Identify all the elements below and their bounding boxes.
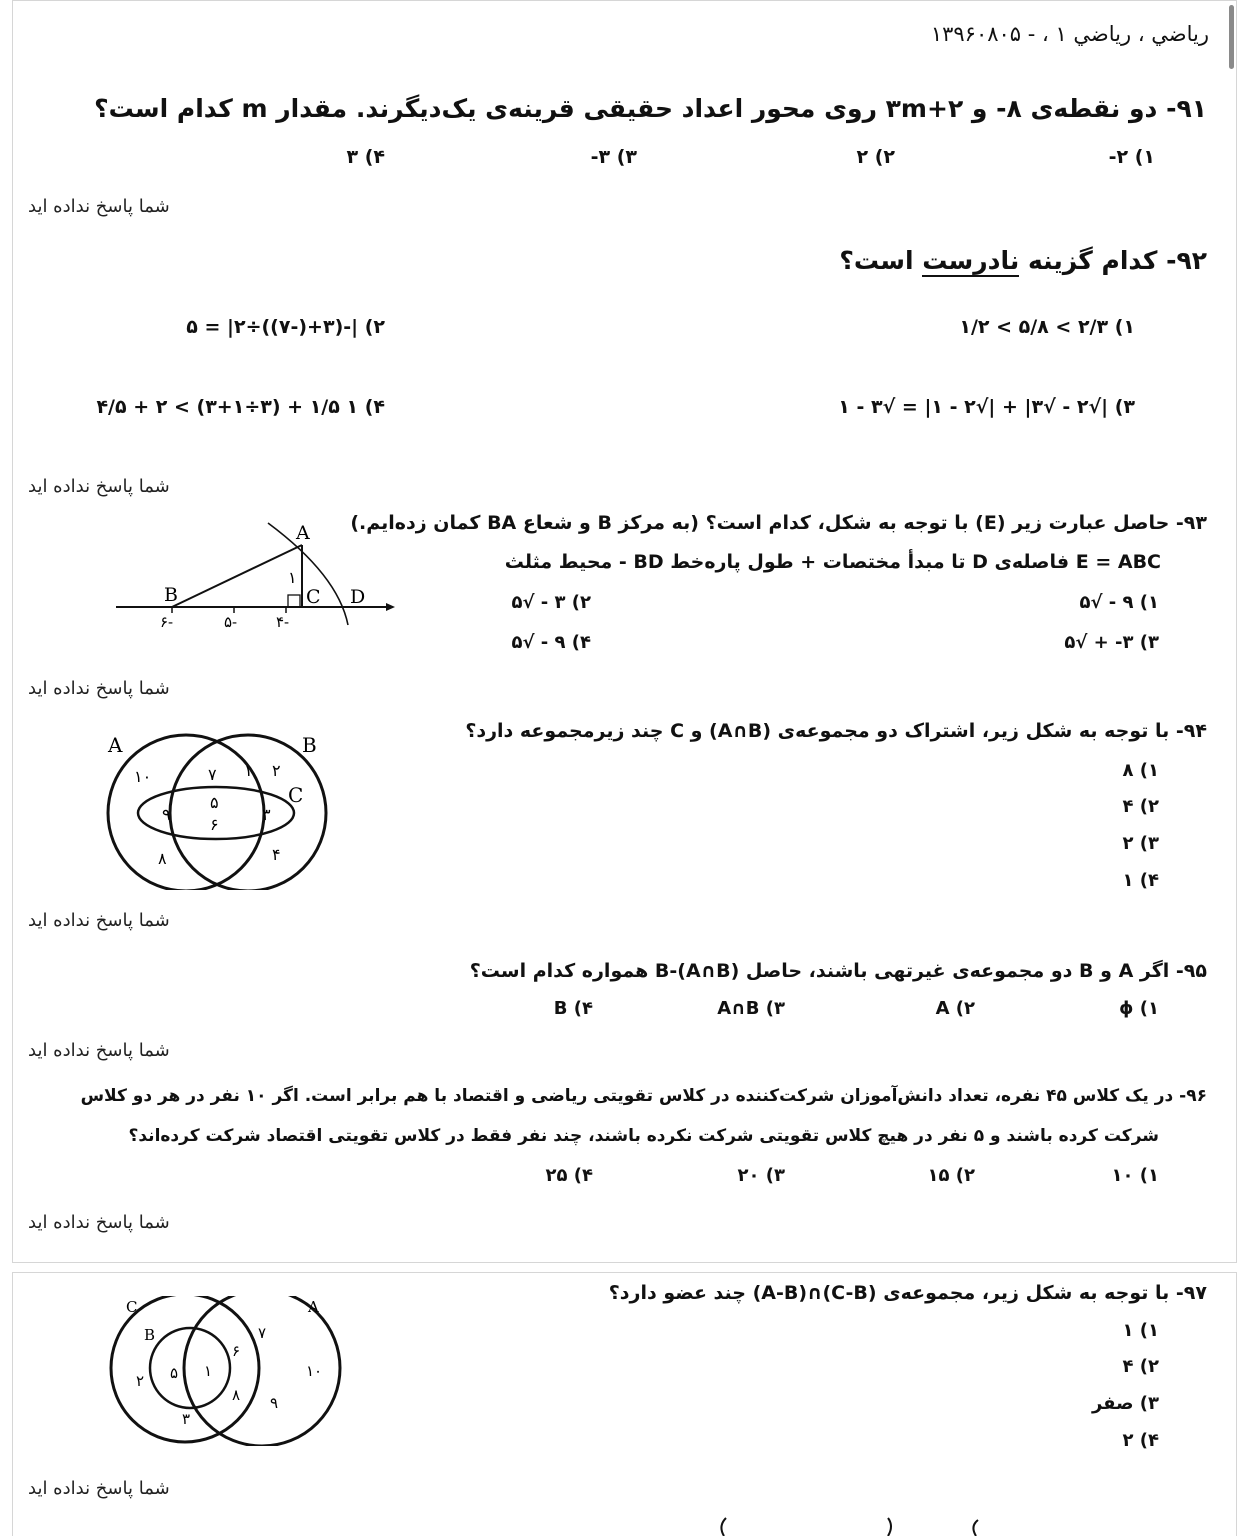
q96-option-4[interactable]: ۴) ۲۵ xyxy=(545,1165,593,1186)
q94-text: ۹۴- با توجه به شکل زیر، اشتراک دو مجموعه‌ی (A∩B) و C چند زیرمجموعه دارد؟ xyxy=(465,720,1207,742)
q96-option-1[interactable]: ۱) ۱۰ xyxy=(1111,1165,1159,1186)
region-value: ۱۰ xyxy=(306,1362,323,1380)
no-answer-note: شما پاسخ نداده اید xyxy=(28,678,170,699)
q94-option-1[interactable]: ۱) ۸ xyxy=(1122,760,1159,781)
next-question-fragment xyxy=(700,1512,1140,1536)
q91-option-3[interactable]: ۳) ۳- xyxy=(590,146,637,168)
q97-option-1[interactable]: ۱) ۱ xyxy=(1122,1320,1159,1341)
region-value: ۱۰ xyxy=(134,767,152,786)
label-b: B xyxy=(144,1326,156,1344)
label-c: C xyxy=(306,586,321,608)
region-value: ۲ xyxy=(136,1372,145,1390)
q92-option-1[interactable]: ۱) ۲/۳ > ۵/۸ > ۱/۲ xyxy=(959,316,1135,338)
segment-ba xyxy=(172,545,302,607)
q95-text: ۹۵- اگر A و B دو مجموعه‌ی غیرتهی باشند، حاصل (A∩B)-B همواره کدام است؟ xyxy=(469,960,1207,982)
region-value: ۶ xyxy=(210,815,219,834)
q92-text-after: است؟ xyxy=(839,246,923,275)
no-answer-note: شما پاسخ نداده اید xyxy=(28,476,170,497)
region-value: ۷ xyxy=(258,1324,267,1342)
q92-underlined-word: نادرست xyxy=(922,246,1020,275)
q91-option-2[interactable]: ۲) ۲ xyxy=(856,146,895,168)
q93-text: ۹۳- حاصل عبارت زیر (E) با توجه به شکل، کدام است؟ (به مرکز B و شعاع BA کمان زده‌ایم.) xyxy=(350,512,1207,534)
q95-option-3[interactable]: ۳) A∩B xyxy=(717,998,785,1019)
q94-venn-diagram xyxy=(96,730,336,890)
label-c: C xyxy=(126,1298,138,1316)
region-value: ۹ xyxy=(162,805,171,824)
region-value: ۱ xyxy=(204,1362,213,1380)
label-a: A xyxy=(308,1298,319,1316)
tick-label: ۵- xyxy=(224,613,238,631)
q94-option-3[interactable]: ۳) ۲ xyxy=(1122,833,1159,854)
q93-option-1[interactable]: ۱) ۹ - √۵ xyxy=(1079,592,1159,613)
q92-text xyxy=(839,246,1207,275)
q97-venn-diagram xyxy=(102,1296,352,1446)
q92-option-3[interactable]: ۳) |√۲ - √۳| + |√۲ - ۱| = √۳ - ۱ xyxy=(838,396,1135,418)
region-value: ۳ xyxy=(262,805,271,824)
q92-option-4[interactable]: ۴) ۱ ۱/۵ + (۳÷۳+۱) > ۲ + ۴/۵ xyxy=(96,396,385,418)
label-b: B xyxy=(164,584,178,606)
q96-text-line2: شرکت کرده باشند و ۵ نفر در هیچ کلاس تقویتی شرکت نکرده باشند، چند نفر فقط در کلاس تقویتی اقتصاد شرکت کرده‌اند؟ xyxy=(128,1126,1159,1146)
axis-arrow-icon xyxy=(386,603,395,611)
label-c: C xyxy=(288,783,304,807)
q91-text: ۹۱- دو نقطه‌ی ۸- و ۲+۳m روی محور اعداد حقیقی قرینه‌ی یک‌دیگرند. مقدار m کدام است؟ xyxy=(94,94,1207,123)
region-value: ۶ xyxy=(232,1342,241,1360)
q93-option-4[interactable]: ۴) ۹ - √۵ xyxy=(511,632,591,653)
q97-option-3[interactable]: ۳) صفر xyxy=(1091,1393,1159,1414)
q92-option-2[interactable]: ۲) |-(۳+(-۷))÷۲| = ۵ xyxy=(186,316,385,338)
no-answer-note: شما پاسخ نداده اید xyxy=(28,1478,170,1499)
q97-option-2[interactable]: ۲) ۴ xyxy=(1122,1356,1159,1377)
q93-option-2[interactable]: ۲) ۳ - √۵ xyxy=(511,592,591,613)
q92-text-before: ۹۲- کدام گزینه xyxy=(1019,246,1207,275)
region-value: ۹ xyxy=(270,1394,279,1412)
page-title: رياضي ، رياضي ۱ ، - ۱۳۹۶۰۸۰۵ xyxy=(930,22,1209,46)
right-angle-mark xyxy=(288,595,300,607)
label-one: ۱ xyxy=(288,568,297,587)
region-value: ۸ xyxy=(158,849,167,868)
label-a: A xyxy=(296,522,310,544)
label-a: A xyxy=(108,733,123,757)
region-value: ۴ xyxy=(272,845,281,864)
no-answer-note: شما پاسخ نداده اید xyxy=(28,1212,170,1233)
region-value: ۵ xyxy=(210,793,219,812)
q96-option-2[interactable]: ۲) ۱۵ xyxy=(927,1165,975,1186)
q91-option-4[interactable]: ۴) ۳ xyxy=(346,146,385,168)
q96-option-3[interactable]: ۳) ۲۰ xyxy=(737,1165,785,1186)
label-d: D xyxy=(350,586,366,608)
tick-label: ۶- xyxy=(160,613,174,631)
q95-option-4[interactable]: ۴) B xyxy=(553,998,593,1019)
q93-expression: E = ABC فاصله‌ی D تا مبدأ مختصات + طول پاره‌خط BD - محیط مثلث xyxy=(504,551,1161,573)
region-value: ۳ xyxy=(182,1410,191,1428)
region-value: ۸ xyxy=(232,1386,241,1404)
set-a-circle xyxy=(108,735,264,890)
region-value: ۲ xyxy=(272,761,281,780)
q95-option-2[interactable]: ۲) A xyxy=(935,998,975,1019)
no-answer-note: شما پاسخ نداده اید xyxy=(28,196,170,217)
set-b-circle xyxy=(170,735,326,890)
q96-text-line1: ۹۶- در یک کلاس ۴۵ نفره، تعداد دانش‌آموزان شرکت‌کننده در کلاس تقویتی ریاضی و اقتصاد با هم برابر است. اگر ۱۰ نفر در هر دو کلاس xyxy=(80,1086,1207,1106)
q94-option-2[interactable]: ۲) ۴ xyxy=(1122,796,1159,817)
region-value: ۱ xyxy=(244,761,253,780)
q97-text: ۹۷- با توجه به شکل زیر، مجموعه‌ی (C-B)∩(A-B) چند عضو دارد؟ xyxy=(608,1282,1207,1304)
q94-option-4[interactable]: ۴) ۱ xyxy=(1122,870,1159,891)
no-answer-note: شما پاسخ نداده اید xyxy=(28,1040,170,1061)
q91-option-1[interactable]: ۱) ۲- xyxy=(1108,146,1155,168)
q95-option-1[interactable]: ۱) ϕ xyxy=(1119,998,1159,1019)
region-value: ۷ xyxy=(208,765,217,784)
no-answer-note: شما پاسخ نداده اید xyxy=(28,910,170,931)
q97-option-4[interactable]: ۴) ۲ xyxy=(1122,1430,1159,1451)
label-b: B xyxy=(302,733,317,757)
q93-option-3[interactable]: ۳) ۳- + √۵ xyxy=(1064,632,1159,653)
scrollbar[interactable] xyxy=(1229,5,1234,69)
q93-figure xyxy=(110,515,400,635)
region-value: ۵ xyxy=(170,1364,179,1382)
tick-label: ۴- xyxy=(276,613,290,631)
